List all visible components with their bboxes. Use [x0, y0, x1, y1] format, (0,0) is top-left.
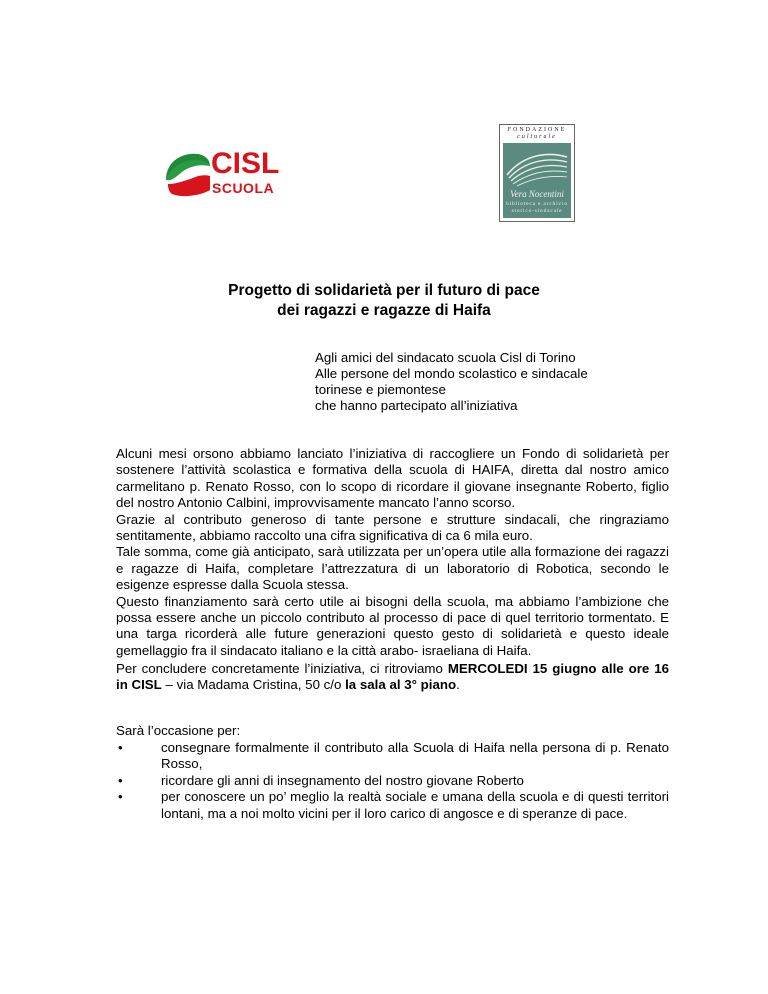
list-item-text: per conoscere un po’ meglio la realtà sociale e umana della scuola e di questi territori lontani, ma a noi molto vicini per il loro carico di angosce e di speranze di pace.	[161, 789, 669, 821]
list-item-text: consegnare formalmente il contributo alla Scuola di Haifa nella persona di p. Renato Rosso,	[161, 740, 669, 772]
addressee-line: Agli amici del sindacato scuola Cisl di Torino	[315, 350, 576, 365]
addressee-line: che hanno partecipato all’iniziativa	[315, 398, 518, 413]
list-item	[116, 773, 669, 789]
list-item	[116, 789, 669, 822]
event-room: la sala al 3° piano	[345, 677, 457, 693]
addressee-line: Alle persone del mondo scolastico e sindacale	[315, 366, 588, 381]
occasion-intro: Sarà l’occasione per:	[116, 723, 241, 738]
list-item	[116, 740, 669, 773]
body-text-1: Alcuni mesi orsono abbiamo lanciato l’iniziativa di raccogliere un Fondo di solidarietà per sostenere l’attività scolastica e formativa della scuola di HAIFA, diretta dal nostro amico carmelitano p. Renato Rosso, con lo scopo di ricordare il giovane insegnante Roberto, figlio del nostro Antonio Calbini, improvvisamente mancato l’anno scorso.	[116, 446, 669, 511]
body-text-3: Tale somma, come già anticipato, sarà utilizzata per un’opera utile alla formazione dei ragazzi e ragazze di Haifa, completare l’attrezzatura di un laboratorio di Robotica, secondo le esigenze espresse dalla Scuola stessa.	[116, 544, 669, 593]
event-text-1: Per concludere concretamente l’iniziativa, ci ritroviamo	[116, 661, 448, 676]
cisl-scuola-label: SCUOLA	[212, 180, 275, 196]
body-text-2: Grazie al contributo generoso di tante persone e strutture sindacali, che ringraziamo sentitamente, abbiamo raccolto una cifra significativa di ca 6 mila euro.	[116, 511, 669, 544]
addressee-line: torinese e piemontese	[315, 382, 446, 397]
bullet-icon: •	[118, 740, 123, 755]
wave-lines-icon	[503, 145, 571, 189]
fondazione-label: FONDAZIONE	[507, 127, 567, 133]
body-paragraph	[116, 446, 669, 659]
bullet-icon: •	[118, 772, 123, 788]
fondazione-culturale-label: culturale	[517, 134, 557, 140]
cisl-wordmark: CISL	[211, 147, 280, 180]
cisl-scuola-logo	[164, 147, 298, 200]
fondazione-vera-nocentini-logo	[499, 124, 575, 222]
document-title-line-1: Progetto di solidarietà per il futuro di pace	[228, 282, 540, 299]
event-address: – via Madama Cristina, 50 c/o	[161, 677, 346, 693]
fondazione-subtitle-1: biblioteca e archivio	[506, 201, 568, 207]
fondazione-emblem	[503, 143, 571, 218]
event-paragraph	[116, 661, 669, 694]
fondazione-name: Vera Nocentini	[510, 189, 564, 199]
list-item-text: ricordare gli anni di insegnamento del nostro giovane Roberto	[161, 772, 524, 788]
cisl-emblem-icon	[164, 150, 214, 200]
bullet-icon: •	[118, 789, 123, 805]
body-text-4: Questo finanziamento sarà certo utile ai bisogni della scuola, ma abbiamo l’ambizione che possa essere anche un piccolo contributo al processo di pace di quel territorio tormentato. E una targa ricorderà alle future generazioni questo gesto di solidarietà e questo ideale gemellaggio fra il sindacato italiano e la città arabo- israeliana di Haifa.	[116, 593, 669, 658]
occasion-list	[116, 740, 669, 822]
event-date-time: MERCOLEDI 15 giugno alle ore 16 in CISL	[116, 661, 669, 693]
event-text-end: .	[456, 677, 460, 693]
document-title-line-2: dei ragazzi e ragazze di Haifa	[277, 302, 491, 319]
fondazione-subtitle-2: storico-sindacale	[511, 208, 563, 214]
